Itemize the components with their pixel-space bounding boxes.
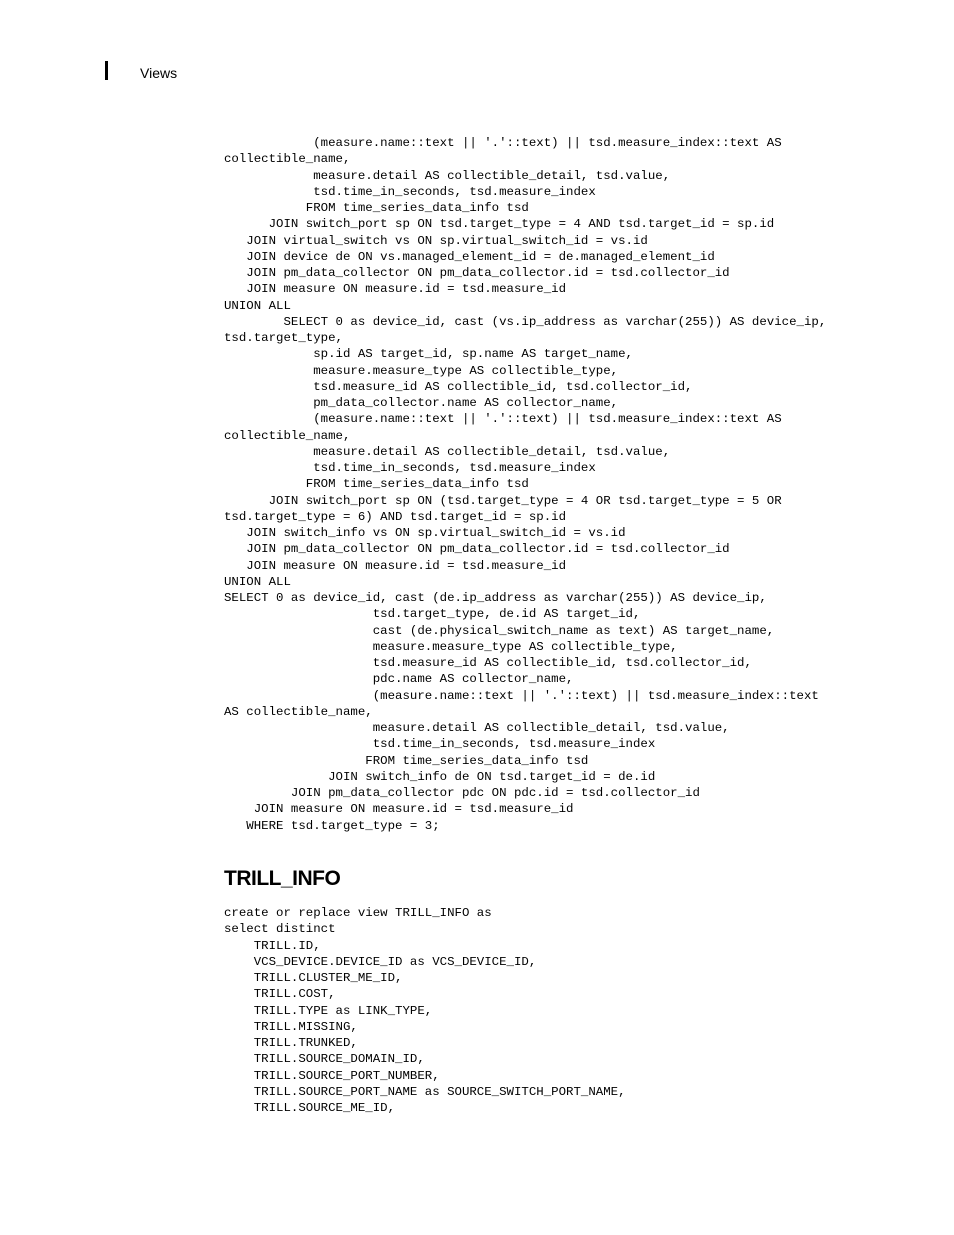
sql-code-block: (measure.name::text || '.'::text) || tsd.measure_index::text AS collectible_name, measure.detail AS collectible_detail, tsd.value, tsd.time_in_seconds, tsd.measure_index FROM time_series_data_info tsd JOIN switch_port sp ON tsd.target_type = 4 AND tsd.target_id = sp.id JOIN virtual_switch vs ON sp.virtual_switch_id = vs.id JOIN device de ON vs.managed_element_id = de.managed_element_id JOIN pm_data_collector ON pm_data_collector.id = tsd.collector_id JOIN measure ON measure.id = tsd.measure_id UNION ALL SELECT 0 as device_id, cast (vs.ip_address as varchar(255)) AS device_ip, tsd.target_type, sp.id AS target_id, sp.name AS target_name, measure.measure_type AS collectible_type, tsd.measure_id AS collectible_id, tsd.collector_id, pm_data_collector.name AS collector_name, (measure.name::text || '.'::text) || tsd.measure_index::text AS collectible_name, measure.detail AS collectible_detail, tsd.value, tsd.time_in_seconds, tsd.measure_index FROM time_series_data_info tsd JOIN switch_port sp ON (tsd.target_type = 4 OR tsd.target_type = 5 OR tsd.target_type = 6) AND tsd.target_id = sp.id JOIN switch_info vs ON sp.virtual_switch_id = vs.id JOIN pm_data_collector ON pm_data_collector.id = tsd.collector_id JOIN measure ON measure.id = tsd.measure_id UNION ALL SELECT 0 as device_id, cast (de.ip_address as varchar(255)) AS device_ip, tsd.target_type, de.id AS target_id, cast (de.physical_switch_name as text) AS target_name, measure.measure_type AS collectible_type, tsd.measure_id AS collectible_id, tsd.collector_id, pdc.name AS collector_name, (measure.name::text || '.'::text) || tsd.measure_index::text AS collectible_name, measure.detail AS collectible_detail, tsd.value, tsd.time_in_seconds, tsd.measure_index FROM time_series_data_info tsd JOIN switch_info de ON tsd.target_id = de.id JOIN pm_data_collector pdc ON pdc.id = tsd.collector_id JOIN measure ON measure.id = tsd.measure_id WHERE tsd.target_type = 3;	[224, 136, 827, 833]
header-section-label: Views	[140, 65, 178, 81]
header-rule	[105, 61, 108, 80]
sql-code-block-trill-info: create or replace view TRILL_INFO as select distinct TRILL.ID, VCS_DEVICE.DEVICE_ID as VCS_DEVICE_ID, TRILL.CLUSTER_ME_ID, TRILL.COST, TRILL.TYPE as LINK_TYPE, TRILL.MISSING, TRILL.TRUNKED, TRILL.SOURCE_DOMAIN_ID, TRILL.SOURCE_PORT_NUMBER, TRILL.SOURCE_PORT_NAME as SOURCE_SWITCH_PORT_NAME, TRILL.SOURCE_ME_ID,	[224, 906, 626, 1115]
section-heading: TRILL_INFO	[224, 867, 341, 890]
